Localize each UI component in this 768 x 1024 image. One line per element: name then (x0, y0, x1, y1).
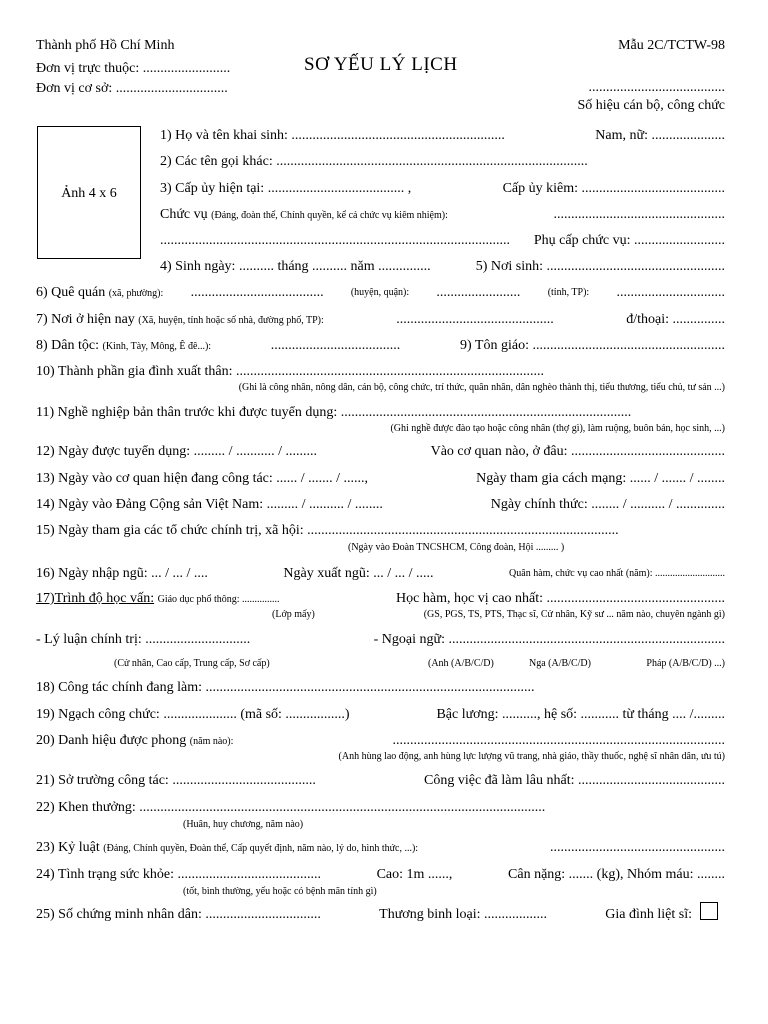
birth-date-field[interactable]: 4) Sinh ngày: .......... tháng .......... năm ............... (160, 259, 431, 274)
city-label: Thành phố Hồ Chí Minh (36, 38, 175, 53)
residence-field[interactable]: ............................................. (396, 312, 554, 327)
position-field-2[interactable]: .................................................................................................... (160, 233, 510, 248)
field-row-2[interactable] (160, 154, 725, 170)
degree-note: (GS, PGS, TS, PTS, Thạc sĩ, Cử nhân, Kỹ sư ... năm nào, chuyên ngành gì) (423, 609, 725, 620)
general-education-field[interactable]: Giáo dục phổ thông: ............... (157, 594, 280, 605)
martyr-family-label: Gia đình liệt sĩ: (605, 907, 692, 922)
field-row-25[interactable] (36, 907, 692, 923)
salary-field[interactable]: Bậc lương: .........., hệ số: ........... từ tháng .... /......... (436, 707, 725, 722)
field-row-position[interactable] (160, 207, 725, 224)
field-row-6[interactable] (36, 285, 725, 302)
page-title: SƠ YẾU LÝ LỊCH (304, 54, 458, 75)
discipline-field[interactable]: .................................................. (550, 840, 725, 855)
title-award-field[interactable]: ............................................................................................... (392, 733, 725, 748)
hometown-province-label: (tỉnh, TP): (547, 287, 590, 298)
current-agency-date-field[interactable]: 13) Ngày vào cơ quan hiện đang công tác: ...... / ....... / ......, (36, 471, 369, 486)
full-name-field[interactable]: 1) Họ và tên khai sinh: ............................................................. (160, 128, 505, 143)
field-row-24[interactable] (36, 867, 725, 883)
field-row-3[interactable] (160, 181, 725, 197)
current-committee-field[interactable]: 3) Cấp ủy hiện tại: ....................................... , (160, 181, 412, 196)
field-row-15[interactable] (36, 523, 725, 539)
party-join-date-field[interactable]: 14) Ngày vào Đảng Cộng sản Việt Nam: ......... / .......... / ........ (36, 497, 383, 512)
field-row-23[interactable] (36, 840, 725, 857)
position-label: Chức vụ (Đảng, đoàn thể, Chính quyền, kể cả chức vụ kiêm nhiệm): (160, 207, 448, 222)
strength-field[interactable]: 21) Sở trường công tác: ......................................... (36, 773, 316, 788)
ethnicity-label: 8) Dân tộc: (Kinh, Tày, Mông, Ê đê...): (36, 338, 212, 353)
field-row-20[interactable] (36, 733, 725, 750)
height-field[interactable]: Cao: 1m ......, (376, 867, 453, 882)
field-row-22[interactable] (36, 800, 725, 816)
field-row-1[interactable] (160, 128, 725, 144)
foreign-language-field[interactable]: - Ngoại ngữ: ............................................................................... (373, 632, 725, 647)
unit-field[interactable]: Đơn vị trực thuộc: ......................... (36, 61, 231, 76)
ethnicity-field[interactable]: ..................................... (270, 338, 401, 353)
hometown-district-field[interactable]: ........................ (436, 285, 521, 300)
discipline-label: 23) Kỷ luật (Đảng, Chính quyền, Đoàn thể, Cấp quyết định, năm nào, lý do, hình thức, ...): (36, 840, 419, 855)
occupation-field[interactable]: 11) Nghề nghiệp bản thân trước khi được tuyển dụng: ................................................................................... (36, 405, 632, 420)
academic-degree-field[interactable]: Học hàm, học vị cao nhất: ................................................... (396, 591, 725, 606)
family-background-note: (Ghi là công nhân, nông dân, cán bộ, công chức, trí thức, quân nhân, dân nghèo thành thị, tiểu thương, tiểu chủ, tư sản ...) (238, 382, 725, 393)
position-field[interactable]: ................................................. (553, 207, 725, 222)
field-row-21[interactable] (36, 773, 725, 789)
health-note: (tốt, bình thường, yếu hoặc có bệnh mãn tính gì) (183, 886, 377, 897)
field-row-12[interactable] (36, 444, 725, 460)
field-row-8-9[interactable] (36, 338, 725, 355)
photo-label: Ảnh 4 x 6 (61, 186, 117, 201)
political-theory-note: (Cử nhân, Cao cấp, Trung cấp, Sơ cấp) (114, 658, 270, 669)
political-theory-field[interactable]: - Lý luận chính trị: .............................. (36, 632, 251, 647)
title-award-label: 20) Danh hiệu được phong (năm nào): (36, 733, 234, 748)
hometown-label: 6) Quê quán (xã, phường): (36, 285, 164, 300)
field-row-17[interactable] (36, 591, 725, 608)
field-row-18[interactable] (36, 680, 725, 696)
party-official-date-field[interactable]: Ngày chính thức: ........ / .......... / .............. (490, 497, 725, 512)
current-work-field[interactable]: 18) Công tác chính đang làm: .............................................................................................. (36, 680, 535, 695)
organizations-field[interactable]: 15) Ngày tham gia các tổ chức chính trị, xã hội: ......................................................................................... (36, 523, 619, 538)
id-number-field[interactable]: 25) Số chứng minh nhân dân: ................................. (36, 907, 321, 922)
form-code: Mẫu 2C/TCTW-98 (618, 38, 725, 53)
field-row-13[interactable] (36, 471, 725, 487)
field-row-position-2[interactable] (160, 233, 725, 249)
residence-label: 7) Nơi ở hiện nay (Xã, huyện, tỉnh hoặc số nhà, đường phố, TP): (36, 312, 324, 327)
field-row-14[interactable] (36, 497, 725, 513)
field-row-19[interactable] (36, 707, 725, 723)
field-row-11[interactable] (36, 405, 725, 421)
family-background-field[interactable]: 10) Thành phần gia đình xuất thân: ........................................................................................ (36, 364, 544, 379)
education-label: 17)Trình độ học vấn: Giáo dục phổ thông: ............... (36, 591, 280, 606)
hometown-district-label: (huyện, quận): (350, 287, 410, 298)
concurrent-committee-field[interactable]: Cấp ủy kiêm: ......................................... (502, 181, 725, 196)
title-award-note: (Anh hùng lao động, anh hùng lực lượng vũ trang, nhà giáo, thầy thuốc, nghệ sĩ nhân dân, ưu tú) (338, 751, 725, 762)
field-row-theory[interactable] (36, 632, 725, 648)
rewards-note: (Huân, huy chương, năm nào) (183, 819, 304, 830)
longest-job-field[interactable]: Công việc đã làm lâu nhất: .......................................... (424, 773, 725, 788)
discharge-date-field[interactable]: Ngày xuất ngũ: ... / ... / ..... (283, 566, 434, 581)
weight-blood-field[interactable]: Cân nặng: ....... (kg), Nhóm máu: ........ (508, 867, 725, 882)
military-rank-field[interactable]: Quân hàm, chức vụ cao nhất (năm): ............................ (509, 568, 725, 579)
organizations-note: (Ngày vào Đoàn TNCSHCM, Công đoàn, Hội ......... ) (348, 542, 565, 553)
recruitment-date-field[interactable]: 12) Ngày được tuyển dụng: ......... / ........... / ......... (36, 444, 317, 459)
field-row-7[interactable] (36, 312, 725, 329)
revolution-date-field[interactable]: Ngày tham gia cách mạng: ...... / ....... / ........ (476, 471, 725, 486)
hometown-ward-field[interactable]: ...................................... (190, 285, 324, 300)
field-row-16[interactable] (36, 566, 725, 582)
civil-rank-field[interactable]: 19) Ngạch công chức: ..................... (mã số: .................) (36, 707, 350, 722)
gender-field[interactable]: Nam, nữ: ..................... (595, 128, 725, 143)
invalid-soldier-field[interactable]: Thương binh loại: .................. (379, 907, 547, 922)
officer-number-label: Số hiệu cán bộ, công chức (577, 98, 725, 113)
occupation-note: (Ghi nghề được đào tạo hoặc công nhân (thợ gì), làm ruộng, buôn bán, học sinh, ...) (390, 423, 725, 434)
photo-box[interactable] (37, 126, 141, 259)
rewards-field[interactable]: 22) Khen thưởng: .................................................................................................................... (36, 800, 546, 815)
language-note-russian: Nga (A/B/C/D) (529, 658, 591, 669)
birth-place-field[interactable]: 5) Nơi sinh: ................................................... (475, 259, 725, 274)
language-note-french: Pháp (A/B/C/D) ...) (646, 658, 725, 669)
field-row-10[interactable] (36, 364, 725, 380)
enlist-date-field[interactable]: 16) Ngày nhập ngũ: ... / ... / .... (36, 566, 208, 581)
base-unit-field[interactable]: Đơn vị cơ sở: ................................ (36, 81, 228, 96)
other-names-field[interactable]: 2) Các tên gọi khác: ......................................................................................... (160, 154, 588, 169)
hometown-province-field[interactable]: ............................... (616, 285, 725, 300)
martyr-family-checkbox[interactable] (700, 902, 718, 920)
position-note: (Đảng, đoàn thể, Chính quyền, kể cả chức vụ kiêm nhiệm): (211, 210, 448, 221)
allowance-field[interactable]: Phụ cấp chức vụ: .......................... (533, 233, 725, 248)
language-note-english: (Anh (A/B/C/D) (428, 658, 494, 669)
agency-field[interactable]: Vào cơ quan nào, ở đâu: ............................................ (430, 444, 725, 459)
phone-field[interactable]: đ/thoại: ............... (626, 312, 725, 327)
officer-number-field[interactable]: ....................................... (588, 80, 725, 95)
health-field[interactable]: 24) Tình trạng sức khỏe: ......................................... (36, 867, 321, 882)
religion-field[interactable]: 9) Tôn giáo: ....................................................... (460, 338, 725, 353)
field-row-4-5[interactable] (160, 259, 725, 275)
grade-note: (Lớp mấy) (272, 609, 315, 620)
